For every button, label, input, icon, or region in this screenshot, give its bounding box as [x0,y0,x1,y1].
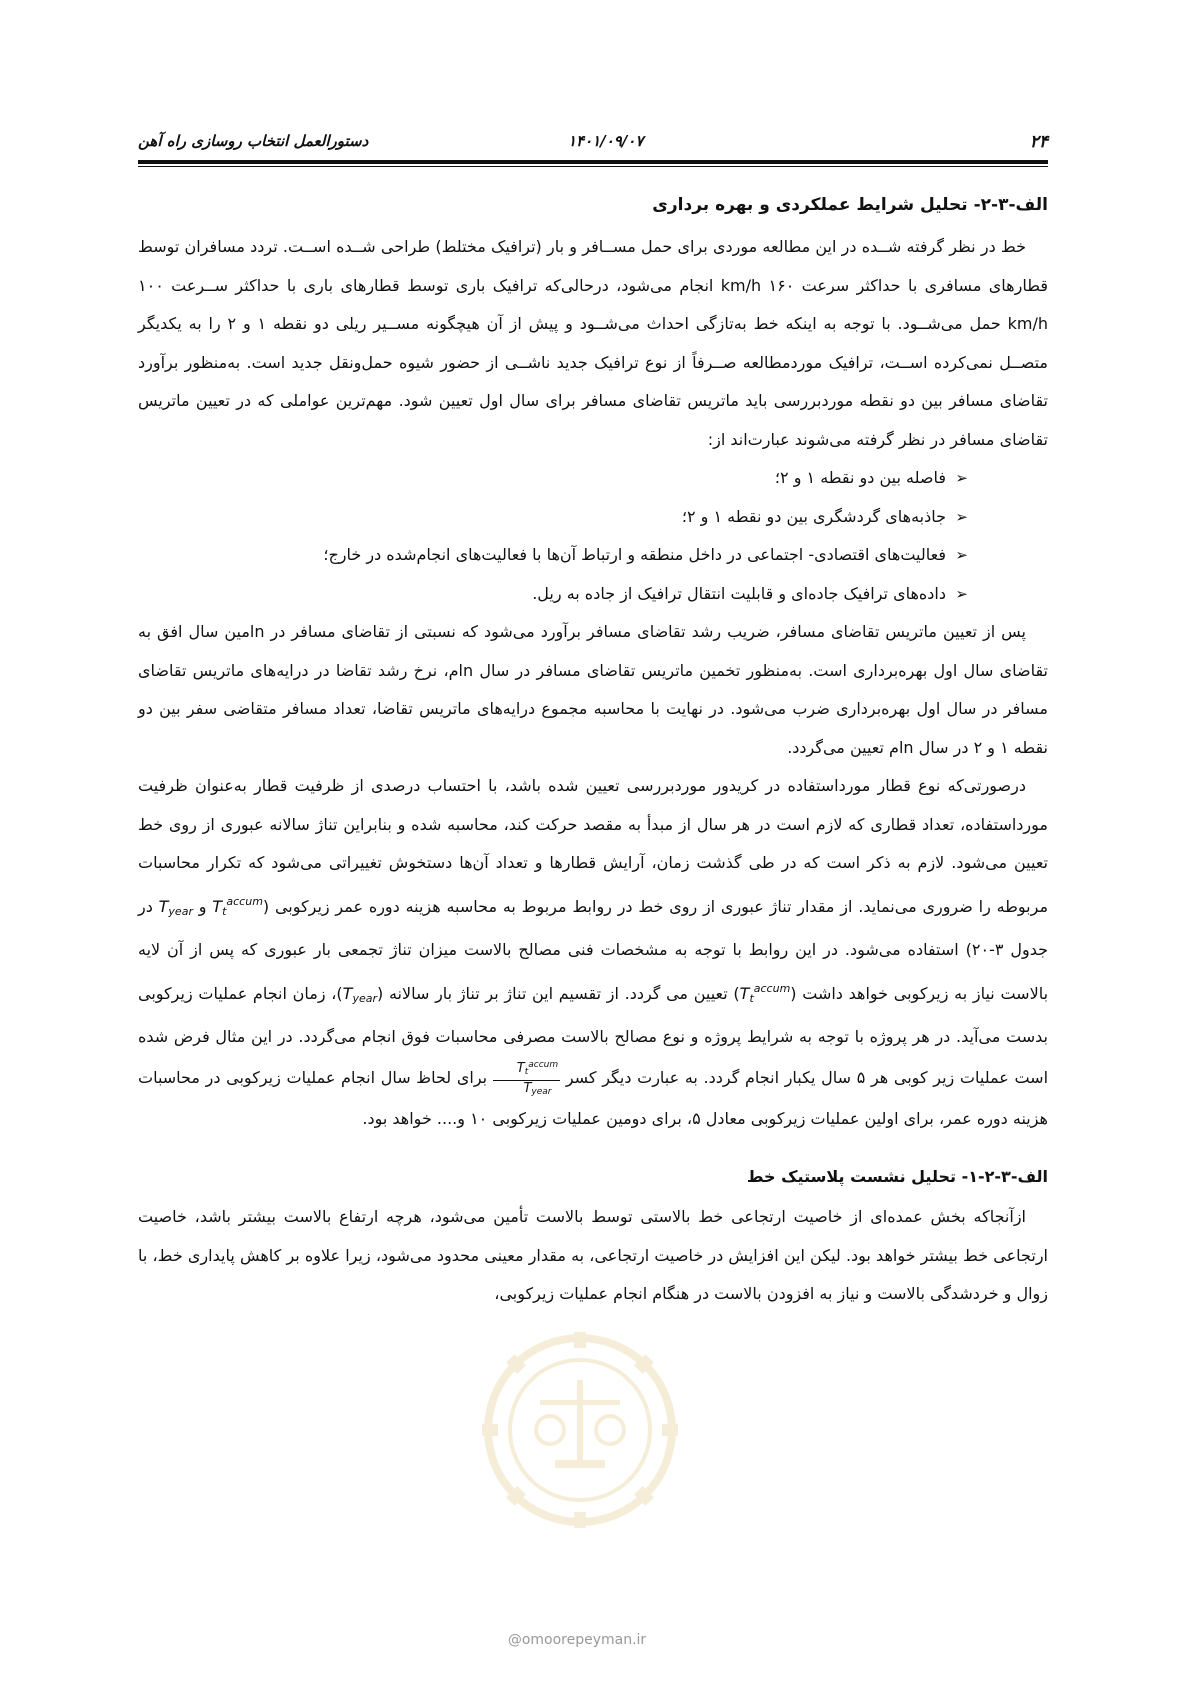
subsection-heading: الف-۳-۲-۱- تحلیل نشست پلاستیک خط [746,1167,1048,1186]
math-t-year: Tyear [342,983,377,1005]
arrow-bullet-icon: ➢ [955,546,968,564]
page-header [138,128,1048,156]
arrow-bullet-icon: ➢ [955,584,968,603]
header-rule-thick [138,160,1048,164]
section-heading: الف-۳-۲- تحلیل شرایط عملکردی و بهره برداری [652,195,1048,215]
watermark-logo-icon [480,1330,680,1530]
list-item: ➢فاصله بین دو نقطه ۱ و ۲؛ [138,459,968,498]
math-t-accum: $Tt^{accum}$ [212,894,263,918]
page-body [138,190,1048,1314]
math-t-year: Tyear [158,896,193,918]
math-fraction: $Tt^{accum}$ Tyear [493,1057,560,1100]
paragraph-intro: خط در نظر گرفته شــده در این مطالعه موردی برای حمل مســافر و بار (ترافیک مختلط) طراحی شــده اســت. تردد مسافران توسط قطارهای مسافری با حداکثر سرعت ۱۶۰ km/h انجام می‌شود، درحالی‌که ترافیک باری توسط قطارهای باری با حداکثر ســرعت ۱۰۰ km/h حمل می‌شــود. با توجه به اینکه خط به‌تازگی احداث می‌شــود و پیش از آن هیچگونه مســیر ریلی دو نقطه ۱ و ۲ را به یکدیگر متصــل نمی‌کرده اســت، ترافیک موردمطالعه صــرفاً از نوع ترافیک جدید ناشــی از حضور شیوه حمل‌ونقل جدید است. به‌منظور برآورد تقاضای مسافر بین دو نقطه موردبررسی باید ماتریس تقاضای مسافر برای سال اول تعیین شود. مهم‌ترین عواملی که در تعیین ماتریس تقاضای مسافر در نظر گرفته می‌شوند عبارت‌اند از: [138,237,1049,449]
paragraph-growth: پس از تعیین ماتریس تقاضای مسافر، ضریب رشد تقاضای مسافر برآورد می‌شود که نسبتی از تقاضای مسافر در nامین سال افق به تقاضای سال اول بهره‌برداری است. به‌منظور تخمین ماتریس تقاضای مسافر در سال nام، نرخ رشد تقاضا در درایه‌های ماتریس تقاضای مسافر در سال اول بهره‌برداری ضرب می‌شود. در نهایت با محاسبه مجموع درایه‌های ماتریس تقاضا، تعداد مسافر متقاضی سفر بین دو نقطه ۱ و ۲ در سال nام تعیین می‌گردد. [138,622,1049,757]
watermark-url: @omoorepeyman.ir [507,1632,647,1648]
paragraph-tonnage: درصورتی‌که نوع قطار مورداستفاده در کریدور موردبررسی تعیین شده باشد، با احتساب درصدی از ظرفیت قطار به‌عنوان ظرفیت مورداستفاده، تعداد قطاری که لازم است در هر سال از مبدأ به مقصد حرکت کند، محاسبه شده و بنابراین تناژ سالانه عبوری از روی خط تعیین می‌شود. لازم به ذکر است که در طی گذشت زمان، آرایش قطارها و تعداد آن‌ها دستخوش تغییراتی می‌شود که تکرار محاسبات مربوطه را ضروری می‌نماید. از مقدار تناژ عبوری از روی خط در روابط مربوط به محاسبه هزینه دوره عمر زیرکوبی ($Tt^{accum}$ و Tyear در جدول ۳-۲۰) استفاده می‌شود. در این روابط با توجه به مشخصات فنی مصالح بالاست میزان تناژ تجمعی بار عبوری که پس از آن لایه بالاست نیاز به زیرکوبی خواهد داشت $(Tt^{accum})$ تعیین می گردد. از تقسیم این تناژ بر تناژ بار سالانه (Tyear)، زمان انجام عملیات زیرکوبی بدست می‌آید. در هر پروژه با توجه به شرایط پروژه و نوع مصالح بالاست مصرفی محاسبات فوق انجام می‌گردد. در این مثال فرض شده است عملیات زیر کوبی هر ۵ سال یکبار انجام گردد. به عبارت دیگر کسر $Tt^{accum}$ Tyear برای لحاظ سال انجام عملیات زیرکوبی در محاسبات هزینه دوره عمر، برای اولین عملیات زیرکوبی معادل ۵، برای دومین عملیات زیرکوبی ۱۰ و.... خواهد بود. [138,776,1049,1128]
list-item: ➢داده‌های ترافیک جاده‌ای و قابلیت انتقال ترافیک از جاده به ریل. [138,575,968,614]
list-item: ➢فعالیت‌های اقتصادی- اجتماعی در داخل منطقه و ارتباط آن‌ها با فعالیت‌های انجام‌شده در خارج؛ [138,536,968,575]
arrow-bullet-icon: ➢ [955,507,968,526]
paragraph-plastic-settlement: ازآنجاکه بخش عمده‌ای از خاصیت ارتجاعی خط بالاستی توسط بالاست تأمین می‌شود، هرچه ارتفاع بالاست بیشتر باشد، خاصیت ارتجاعی خط بیشتر خواهد بود. لیکن این افزایش در خاصیت ارتجاعی، به مقدار معینی محدود می‌شود، زیرا علاوه بر کاهش پایداری خط، با زوال و خردشدگی بالاست و نیاز به افزودن بالاست در هنگام انجام عملیات زیرکوبی، [138,1207,1048,1303]
arrow-bullet-icon: ➢ [955,469,968,487]
list-item: ➢جاذبه‌های گردشگری بین دو نقطه ۱ و ۲؛ [138,498,968,537]
document-title: دستورالعمل انتخاب روسازی راه آهن [138,132,369,150]
page-number: ۲۴ [1029,132,1048,152]
math-t-accum: $Tt^{accum}$ [739,981,791,1005]
header-rule-thin [138,166,1048,167]
factor-list [138,459,1048,613]
header-date: ۱۴۰۱/۰۹/۰۷ [568,132,644,150]
